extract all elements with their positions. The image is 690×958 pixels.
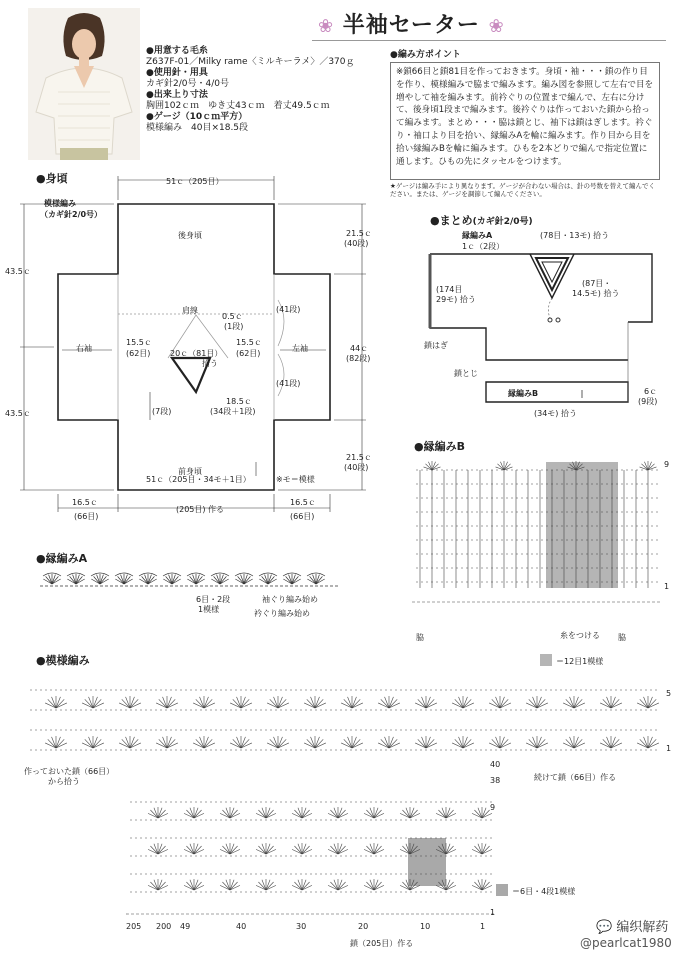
right-dim-1: 21.5ｃ xyxy=(346,229,372,238)
pick-34-label: (34モ) 拾う xyxy=(534,409,577,418)
motif-note: ※モ＝模様 xyxy=(276,475,315,484)
right-dim-2: 44ｃ xyxy=(350,344,369,353)
stitch-symbol xyxy=(446,810,454,818)
stitch-symbol xyxy=(230,882,238,890)
stitch-symbol xyxy=(310,576,316,584)
stitch-symbol xyxy=(366,810,374,818)
bottom-dim-1: 16.5ｃ xyxy=(72,498,98,507)
stitch-symbol xyxy=(150,846,158,854)
stitch-symbol xyxy=(344,699,352,708)
stitch-symbol xyxy=(159,699,167,708)
stitch-symbol xyxy=(241,739,249,748)
stitch-symbol xyxy=(230,846,238,854)
chain-join-label: 鎖はぎ xyxy=(424,341,448,350)
edge-a-chart xyxy=(40,566,340,592)
stitch-symbol xyxy=(266,810,274,818)
rows-41-upper: (41段) xyxy=(276,305,301,314)
v-neck-label: 18.5ｃ xyxy=(226,397,252,406)
stitch-symbol xyxy=(352,699,360,708)
watermark-handle: @pearlcat1980 xyxy=(580,936,672,950)
stitch-symbol xyxy=(566,739,574,748)
stitch-symbol xyxy=(241,699,249,708)
stitch-symbol xyxy=(148,576,154,584)
height-label-2: 43.5ｃ xyxy=(5,409,31,418)
stitch-symbol xyxy=(52,576,58,584)
stitch-symbol xyxy=(352,739,360,748)
stitch-symbol xyxy=(214,576,220,584)
stitch-symbol xyxy=(124,576,130,584)
stitch-symbol xyxy=(222,810,230,818)
stitch-symbol xyxy=(278,739,286,748)
stitch-symbol xyxy=(366,882,374,890)
front-body-label: 前身頃 xyxy=(178,467,202,476)
body-heading: ●身頃 xyxy=(36,172,68,185)
stitch-symbol xyxy=(648,739,656,748)
chain-made-label: 鎖（205目）作る xyxy=(350,939,414,948)
points-box xyxy=(390,62,660,180)
pick-chain-label-b: から拾う xyxy=(48,777,80,786)
stitch-symbol xyxy=(446,882,454,890)
stitch-symbol xyxy=(482,882,490,890)
page-title: ❀ 半袖セーター ❀ xyxy=(318,13,505,38)
watermark-title: 💬 编织解药 xyxy=(596,920,669,935)
x-label-20: 20 xyxy=(358,922,369,931)
edge-b-side-left: 脇 xyxy=(416,633,424,642)
row-label-9: 9 xyxy=(490,803,496,812)
seven-rows-label: (7段) xyxy=(152,407,172,416)
bottom-dim-3: 16.5ｃ xyxy=(290,498,316,507)
edge-b-row-9: 9 xyxy=(664,460,670,469)
neck-depth-label: 0.5ｃ xyxy=(222,312,243,321)
chain-seam-label: 鎖とじ xyxy=(454,369,478,378)
stitch-symbol xyxy=(529,699,537,708)
edge-a-label: 縁編みA xyxy=(462,231,493,240)
height-label-1: 43.5ｃ xyxy=(5,267,31,276)
pick-87-label: (87目・ xyxy=(582,279,612,288)
stitch-symbol xyxy=(266,882,274,890)
stitch-symbol xyxy=(150,882,158,890)
stitch-symbol xyxy=(270,739,278,748)
wechat-icon: 💬 xyxy=(596,920,613,935)
stitch-symbol xyxy=(122,739,130,748)
stitch-symbol xyxy=(338,882,346,890)
points-heading: ●編み方ポイント xyxy=(390,50,461,60)
stitch-symbol xyxy=(204,699,212,708)
pattern-heading: ●模様編み xyxy=(36,654,90,667)
pattern-chart xyxy=(26,680,666,920)
edge-b-legend-swatch xyxy=(540,654,552,666)
stitch-symbol xyxy=(220,576,226,584)
stitch-symbol xyxy=(492,699,500,708)
row-label-1b: 1 xyxy=(490,908,496,917)
stitch-symbol xyxy=(603,739,611,748)
x-label-40: 40 xyxy=(236,922,247,931)
stitch-symbol xyxy=(482,846,490,854)
pattern-legend: ＝6目・4段1模様 xyxy=(512,887,576,896)
stitch-symbol xyxy=(48,699,56,708)
stitch-symbol xyxy=(330,810,338,818)
edge-b-heading: ●縁編みB xyxy=(414,440,465,453)
x-label-200: 200 xyxy=(156,922,172,931)
stitch-symbol xyxy=(640,739,648,748)
bottom-dim-2: (205目) 作る xyxy=(176,505,225,514)
v-neck-label-b: (34段＋1段) xyxy=(210,407,256,416)
stitch-symbol xyxy=(238,576,244,584)
x-label-30: 30 xyxy=(296,922,307,931)
stitch-symbol xyxy=(537,739,545,748)
pick-174-label-b: 29モ) 拾う xyxy=(436,295,476,304)
stitch-symbol xyxy=(270,699,278,708)
stitch-symbol xyxy=(366,846,374,854)
stitch-symbol xyxy=(118,576,124,584)
stitch-symbol xyxy=(611,739,619,748)
stitch-symbol xyxy=(292,576,298,584)
stitch-symbol xyxy=(204,739,212,748)
stitch-symbol xyxy=(374,846,382,854)
row-label-5: 5 xyxy=(666,689,672,698)
stitch-symbol xyxy=(94,576,100,584)
stitch-symbol xyxy=(56,699,64,708)
pick-chain-label: 作っておいた鎖（66目） xyxy=(24,767,115,776)
stitch-symbol xyxy=(640,699,648,708)
stitch-symbol xyxy=(574,699,582,708)
stitch-symbol xyxy=(233,739,241,748)
stitch-symbol xyxy=(338,810,346,818)
x-label-49: 49 xyxy=(180,922,191,931)
right-dim-3: 21.5ｃ xyxy=(346,453,372,462)
stitch-symbol xyxy=(278,699,286,708)
stitch-symbol xyxy=(167,739,175,748)
materials-info: ●用意する毛糸 Z637F-01／Milky rame〈ミルキーラメ〉／370ｇ ●使用針・用具 カギ針2/0号・4/0号 ●出来上り寸法 胸囲102ｃｍ ゆき丈43ｃｍ 着丈49.5ｃｍ ●ゲージ（10ｃｍ平方） 模様編み 40目×18.5段 xyxy=(146,46,355,133)
stitch-symbol xyxy=(500,699,508,708)
stitch-symbol xyxy=(196,739,204,748)
back-body-label: 後身頃 xyxy=(178,231,202,240)
edge-a-repeat: 6目・2段 xyxy=(196,595,231,604)
pattern-legend-swatch xyxy=(496,884,508,896)
stitch-symbol xyxy=(389,739,397,748)
stitch-symbol xyxy=(222,846,230,854)
stitch-symbol xyxy=(426,699,434,708)
stitch-symbol xyxy=(648,699,656,708)
stitch-symbol xyxy=(194,882,202,890)
stitch-symbol xyxy=(167,699,175,708)
sleeve-width-left: 15.5ｃ xyxy=(126,338,152,347)
edge-a-width: 1ｃ（2段） xyxy=(462,242,505,251)
stitch-symbol xyxy=(374,882,382,890)
stitch-symbol xyxy=(381,699,389,708)
title-rule xyxy=(312,40,666,41)
stitch-symbol xyxy=(159,739,167,748)
right-sleeve-label: 右袖 xyxy=(76,344,92,353)
shoulder-label: 肩線 xyxy=(182,306,198,315)
stitch-symbol xyxy=(446,846,454,854)
stitch-symbol xyxy=(158,882,166,890)
stitch-symbol xyxy=(492,739,500,748)
stitch-symbol xyxy=(85,699,93,708)
right-dim-2b: (82段) xyxy=(346,354,371,363)
stitch-symbol xyxy=(389,699,397,708)
stitch-symbol xyxy=(315,699,323,708)
stitch-symbol xyxy=(122,699,130,708)
stitch-symbol xyxy=(76,576,82,584)
stitch-symbol xyxy=(258,810,266,818)
neck-width-label-b: 拾う xyxy=(202,359,218,368)
stitch-symbol xyxy=(56,739,64,748)
stitch-symbol xyxy=(410,810,418,818)
bottom-dim-1b: (66目) xyxy=(74,512,99,521)
edge-b-height-b: (9段) xyxy=(638,397,658,406)
points-body: ※鎖66目と鎖81目を作っておきます。身頃・袖・・・鎖の作り目を作り、模様編みで脇まで編みます。編み図を参照して左右で目を増やして袖を編みます。前衿ぐりの位置まで編んで、左右に分けて、後身頃1段まで編みます。後衿ぐりは作っておいた鎖から拾って編みます。まとめ・・・脇は鎖とじ、袖下は鎖はぎします。衿ぐり・袖口より目を拾い、縁編みAを輪に編みます。作り目から目を拾い縁編みBを輪に編みます。ひもを2本どりで編んで指定位置に通します。ひもの先にタッセルをつけます。 xyxy=(396,67,654,167)
stitch-symbol xyxy=(194,846,202,854)
stitch-symbol xyxy=(196,699,204,708)
stitch-symbol xyxy=(166,576,172,584)
stitch-symbol xyxy=(307,699,315,708)
stitch-symbol xyxy=(93,739,101,748)
bottom-width-label: 51ｃ（205目・34モ＋1目） xyxy=(146,475,251,484)
right-dim-1b: (40段) xyxy=(344,239,369,248)
stitch-symbol xyxy=(172,576,178,584)
sleeve-width-right-b: (62目) xyxy=(236,349,261,358)
stitch-symbol xyxy=(233,699,241,708)
stitch-symbol xyxy=(566,699,574,708)
stitch-symbol xyxy=(302,846,310,854)
left-sleeve-label: 左袖 xyxy=(292,344,308,353)
stitch-symbol xyxy=(142,576,148,584)
stitch-symbol xyxy=(158,810,166,818)
x-label-10: 10 xyxy=(420,922,431,931)
stitch-symbol xyxy=(418,739,426,748)
stitch-symbol xyxy=(463,739,471,748)
pick-78-label: (78目・13モ) 拾う xyxy=(540,231,610,240)
stitch-symbol xyxy=(70,576,76,584)
right-dim-3b: (40段) xyxy=(344,463,369,472)
stitch-symbol xyxy=(93,699,101,708)
model-photo xyxy=(28,8,140,160)
stitch-symbol xyxy=(402,810,410,818)
stitch-symbol xyxy=(258,882,266,890)
sleeve-start-label: 袖ぐり編み始め xyxy=(262,595,318,604)
stitch-symbol xyxy=(48,739,56,748)
stitch-symbol xyxy=(294,846,302,854)
stitch-symbol xyxy=(262,576,268,584)
stitch-symbol xyxy=(186,882,194,890)
continue-chain-label: 続けて鎖（66目）作る xyxy=(534,773,617,782)
stitch-symbol xyxy=(130,739,138,748)
stitch-symbol xyxy=(302,810,310,818)
edge-a-heading: ●縁編みA xyxy=(36,552,88,565)
sleeve-width-left-b: (62目) xyxy=(126,349,151,358)
stitch-symbol xyxy=(85,739,93,748)
stitch-symbol xyxy=(294,882,302,890)
stitch-symbol xyxy=(100,576,106,584)
flower-icon: ❀ xyxy=(318,16,335,37)
stitch-symbol xyxy=(294,810,302,818)
neck-start-label: 衿ぐり編み始め xyxy=(254,609,310,618)
stitch-symbol xyxy=(230,810,238,818)
stitch-symbol xyxy=(330,882,338,890)
body-needle-label: （カギ針2/0号） xyxy=(40,210,103,219)
stitch-symbol xyxy=(258,846,266,854)
x-label-1: 1 xyxy=(480,922,486,931)
stitch-symbol xyxy=(194,810,202,818)
stitch-symbol xyxy=(603,699,611,708)
rows-41-lower: (41段) xyxy=(276,379,301,388)
row-label-1: 1 xyxy=(666,744,672,753)
body-pattern-label: 模様編み xyxy=(44,199,76,208)
stitch-symbol xyxy=(307,739,315,748)
stitch-symbol xyxy=(190,576,196,584)
x-label-205: 205 xyxy=(126,922,142,931)
stitch-symbol xyxy=(455,699,463,708)
stitch-symbol xyxy=(474,882,482,890)
stitch-symbol xyxy=(482,810,490,818)
stitch-symbol xyxy=(426,739,434,748)
edge-b-chart xyxy=(412,456,662,616)
stitch-symbol xyxy=(286,576,292,584)
pick-87-label-b: 14.5モ) 拾う xyxy=(572,289,620,298)
stitch-symbol xyxy=(302,882,310,890)
stitch-symbol xyxy=(330,846,338,854)
stitch-symbol xyxy=(474,810,482,818)
stitch-symbol xyxy=(130,699,138,708)
stitch-symbol xyxy=(316,576,322,584)
stitch-symbol xyxy=(381,739,389,748)
neck-depth-label-b: (1段) xyxy=(224,322,244,331)
edge-b-side-right: 脇 xyxy=(618,633,626,642)
stitch-symbol xyxy=(418,699,426,708)
stitch-symbol xyxy=(537,699,545,708)
stitch-symbol xyxy=(455,739,463,748)
stitch-symbol xyxy=(500,739,508,748)
stitch-symbol xyxy=(268,576,274,584)
stitch-symbol xyxy=(315,739,323,748)
stitch-symbol xyxy=(196,576,202,584)
pick-174-label: (174目 xyxy=(436,285,463,294)
edge-b-row-1: 1 xyxy=(664,582,670,591)
bottom-dim-3b: (66目) xyxy=(290,512,315,521)
stitch-symbol xyxy=(186,846,194,854)
flower-icon: ❀ xyxy=(488,16,505,37)
gauge-note: ★ゲージは編み手により異なります。ゲージが合わない場合は、針の号数を替えて編んでください。または、ゲージを調節して編んでください。 xyxy=(390,182,656,198)
stitch-symbol xyxy=(186,810,194,818)
stitch-symbol xyxy=(611,699,619,708)
stitch-symbol xyxy=(46,576,52,584)
stitch-symbol xyxy=(438,810,446,818)
stitch-symbol xyxy=(574,739,582,748)
edge-a-repeat-b: 1模様 xyxy=(198,605,220,614)
stitch-symbol xyxy=(150,810,158,818)
stitch-symbol xyxy=(474,846,482,854)
stitch-symbol xyxy=(529,739,537,748)
stitch-symbol xyxy=(374,810,382,818)
stitch-symbol xyxy=(244,576,250,584)
sleeve-width-right: 15.5ｃ xyxy=(236,338,262,347)
top-width-label: 51ｃ（205目） xyxy=(166,177,224,186)
stitch-symbol xyxy=(463,699,471,708)
stitch-symbol xyxy=(344,739,352,748)
stitch-symbol xyxy=(266,846,274,854)
row-label-40: 40 xyxy=(490,760,501,769)
yarn-attach-label: 糸をつける xyxy=(560,631,600,640)
neck-width-label: 20ｃ（81目） xyxy=(170,349,223,358)
row-label-38: 38 xyxy=(490,776,501,785)
stitch-symbol xyxy=(338,846,346,854)
stitch-symbol xyxy=(158,846,166,854)
edge-b-label: 縁編みB xyxy=(508,389,539,398)
assembly-heading: ●まとめ(カギ針2/0号) xyxy=(430,214,533,227)
stitch-symbol xyxy=(222,882,230,890)
edge-b-height: 6ｃ xyxy=(644,387,658,396)
edge-b-legend: ＝12目1模様 xyxy=(556,657,604,666)
